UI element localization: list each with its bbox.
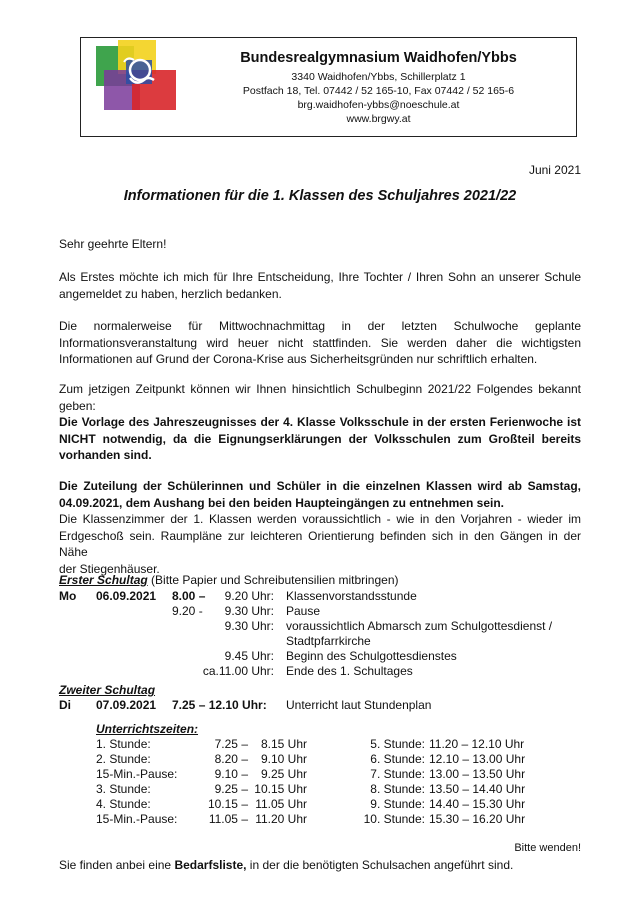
schedule-item: Pause	[286, 604, 321, 618]
lesson-from: 10.15 –	[207, 797, 248, 811]
footer-text: in der die benötigten Schulsachen angeführt sind.	[246, 858, 514, 872]
footer-text: Sie finden anbei eine	[59, 858, 175, 872]
text-line: vorhanden sind.	[59, 448, 152, 462]
schedule-to: 9.30 Uhr:	[224, 604, 274, 618]
lesson-time: 14.40 – 15.30 Uhr	[429, 797, 526, 811]
text-line: Als Erstes möchte ich mich für Ihre Entscheidung, Ihre Tochter / Ihren Sohn an unserer Schule	[59, 270, 581, 284]
paragraph-school-start	[59, 381, 581, 464]
text-line: Die normalerweise für Mittwochnachmittag in der letzten Schulwoche geplante	[59, 319, 581, 333]
schedule-from: 9.20 -	[172, 604, 203, 618]
lesson-time: 13.00 – 13.50 Uhr	[429, 767, 526, 781]
second-day-heading: Zweiter Schultag	[59, 683, 156, 697]
schedule-item: Stadtpfarrkirche	[286, 634, 371, 648]
turn-over-note: Bitte wenden!	[514, 842, 581, 854]
lesson-label: 7. Stunde:	[370, 767, 425, 781]
lesson-to: 11.20 Uhr	[255, 812, 307, 826]
lesson-label: 4. Stunde:	[96, 797, 151, 811]
lesson-from: 11.05 –	[208, 812, 248, 826]
schedule-to: 9.20 Uhr:	[224, 589, 274, 603]
school-contact: Postfach 18, Tel. 07442 / 52 165-10, Fax 07442 / 52 165-6	[242, 85, 515, 97]
text-line: Die Zuteilung der Schülerinnen und Schüler in die einzelnen Klassen wird ab Samstag,	[59, 479, 581, 493]
lesson-time: 12.10 – 13.00 Uhr	[429, 752, 526, 766]
school-name: Bundesrealgymnasium Waidhofen/Ybbs	[240, 50, 517, 66]
first-day-note: (Bitte Papier und Schreibutensilien mitbringen)	[147, 573, 399, 587]
school-address: 3340 Waidhofen/Ybbs, Schillerplatz 1	[291, 71, 466, 83]
first-day-heading	[59, 573, 399, 587]
paragraph-thanks	[59, 269, 581, 302]
lesson-label: 15-Min.-Pause:	[96, 767, 178, 781]
schedule-item: Beginn des Schulgottesdienstes	[286, 649, 457, 663]
second-day-date: 07.09.2021	[96, 698, 157, 712]
first-day-date: 06.09.2021	[96, 589, 157, 603]
lesson-label: 15-Min.-Pause:	[96, 812, 178, 826]
footer-note	[59, 858, 513, 872]
lesson-from: 9.25 –	[214, 782, 248, 796]
text-line: angemeldet zu haben, herzlich bedanken.	[59, 286, 282, 301]
paragraph-class-assignment	[59, 478, 581, 577]
text-line: Erdgeschoß sein. Raumpläne zur leichteren Orientierung befinden sich in den Gängen in der Nähe	[59, 528, 581, 559]
paragraph-info-event	[59, 318, 581, 368]
lesson-from: 7.25 –	[214, 737, 248, 751]
second-day-weekday: Di	[59, 698, 71, 712]
lesson-label: 5. Stunde:	[370, 737, 425, 751]
schedule-item: Klassenvorstandsstunde	[286, 589, 417, 603]
schedule-item: Ende des 1. Schultages	[286, 664, 413, 678]
first-day-title: Erster Schultag	[59, 573, 148, 587]
schedule-to: 9.45 Uhr:	[224, 649, 274, 663]
school-email: brg.waidhofen-ybbs@noeschule.at	[297, 99, 460, 111]
greeting: Sehr geehrte Eltern!	[59, 237, 167, 251]
text-line: der Stiegenhäuser.	[59, 561, 160, 576]
lesson-label: 2. Stunde:	[96, 752, 151, 766]
schedule-to: ca.11.00 Uhr:	[202, 664, 274, 678]
lesson-time: 13.50 – 14.40 Uhr	[429, 782, 526, 796]
lesson-to: 9.25 Uhr	[260, 767, 307, 781]
first-day-weekday: Mo	[59, 589, 77, 603]
schedule-from: 8.00 –	[172, 589, 206, 603]
text-line: 04.09.2021, dem Aushang bei den beiden Haupteingängen zu entnehmen sein.	[59, 495, 504, 510]
schedule-item: voraussichtlich Abmarsch zum Schulgottesdienst /	[286, 619, 553, 633]
text-line: Informationsveranstaltung wird heuer nicht stattfinden. Sie werden daher die wichtigsten	[59, 335, 581, 350]
lesson-to: 10.15 Uhr	[254, 782, 307, 796]
lesson-to: 9.10 Uhr	[260, 752, 307, 766]
requirements-list-reference: Bedarfsliste,	[174, 858, 247, 872]
lesson-label: 1. Stunde:	[96, 737, 151, 751]
letter-date: Juni 2021	[528, 163, 581, 177]
lesson-label: 3. Stunde:	[96, 782, 151, 796]
text-line: geben:	[59, 398, 96, 413]
lesson-label: 6. Stunde:	[370, 752, 425, 766]
schedule-to: 9.30 Uhr:	[224, 619, 274, 633]
text-line: Zum jetzigen Zeitpunkt können wir Ihnen hinsichtlich Schulbeginn 2021/22 Folgendes bekannt	[59, 382, 581, 396]
lesson-label: 10. Stunde:	[363, 812, 425, 826]
lesson-times-heading: Unterrichtszeiten:	[96, 722, 199, 736]
text-line: Informationen auf Grund der Corona-Krise aus Sicherheitsgründen nur schriftlich erhalten.	[59, 352, 538, 366]
lesson-to: 11.05 Uhr	[255, 797, 307, 811]
text-line: Die Klassenzimmer der 1. Klassen werden voraussichtlich - wie in den Vorjahren - wieder im	[59, 512, 581, 526]
lesson-label: 9. Stunde:	[370, 797, 425, 811]
text-line: NICHT notwendig, da die Eignungserklärungen der Volksschulen zum Großteil bereits	[59, 431, 581, 446]
document-title: Informationen für die 1. Klassen des Schuljahres 2021/22	[123, 188, 517, 204]
second-day-time: 7.25 – 12.10 Uhr:	[172, 698, 267, 712]
lesson-from: 8.20 –	[214, 752, 248, 766]
lesson-from: 9.10 –	[214, 767, 248, 781]
lesson-to: 8.15 Uhr	[260, 737, 307, 751]
text-line: Die Vorlage des Jahreszeugnisses der 4. Klasse Volksschule in der ersten Ferienwoche ist	[59, 415, 581, 429]
second-day-text: Unterricht laut Stundenplan	[286, 698, 432, 712]
school-logo	[96, 40, 180, 112]
lesson-time: 11.20 – 12.10 Uhr	[429, 737, 525, 751]
lesson-label: 8. Stunde:	[370, 782, 425, 796]
school-website: www.brgwy.at	[346, 113, 411, 125]
lesson-time: 15.30 – 16.20 Uhr	[429, 812, 526, 826]
